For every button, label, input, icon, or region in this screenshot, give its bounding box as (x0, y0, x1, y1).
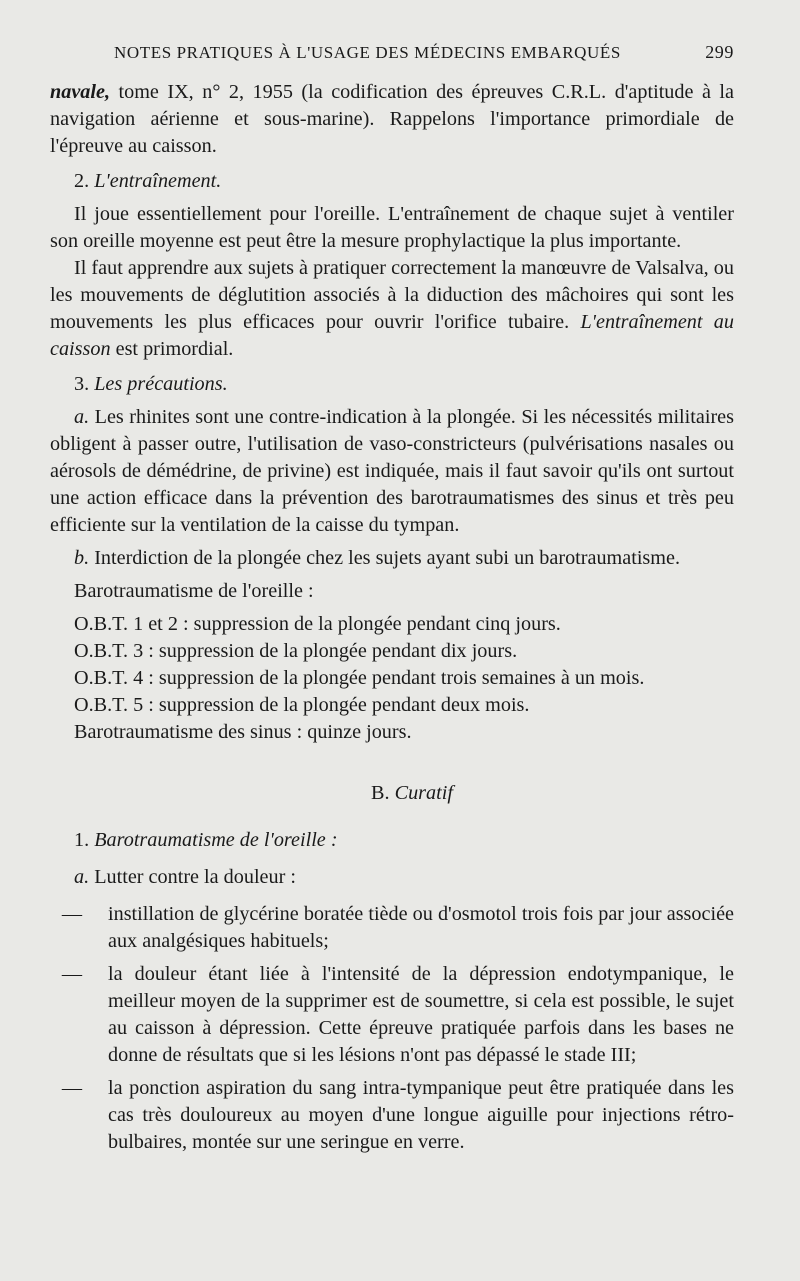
paragraph-navale (50, 79, 734, 160)
section-title-curatif (50, 780, 734, 807)
rhinites-text: Les rhinites sont une contre-indication à la plongée. Si les nécessités militaires obligent à passer outre, l'utilisation de vaso-constricteurs (pulvérisations nasales ou aérosols de démédrine, de privine) est indiquée, mais il faut savoir qu'ils ont surtout une action efficace dans la prévention des barotraumatismes des sinus et très peu efficiente sur la ventilation de la caisse du tympan. (50, 406, 734, 536)
heading-number: 2. (74, 170, 95, 192)
interdiction-text: Interdiction de la plongée chez les sujets ayant subi un barotraumatisme. (89, 547, 680, 569)
heading-title: Barotraumatisme de l'oreille : (94, 829, 338, 851)
obt-line-3: O.B.T. 3 : suppression de la plongée pendant dix jours. (74, 640, 518, 662)
item-letter-b: b. (74, 547, 90, 569)
heading-title: Les précautions. (94, 373, 228, 395)
label-barotraumatisme-oreille: Barotraumatisme de l'oreille : (74, 580, 314, 602)
dash-marker: — (61, 1077, 82, 1099)
paragraph-douleur (50, 864, 734, 891)
obt-line-5: O.B.T. 5 : suppression de la plongée pendant deux mois. (74, 694, 530, 716)
heading-entrainement (50, 168, 734, 195)
heading-number: 1. (74, 829, 95, 851)
valsalva-emphasis: L'entraînement au caisson (50, 311, 734, 360)
douleur-text: Lutter contre la douleur : (89, 866, 296, 888)
valsalva-end: est primordial. (110, 338, 234, 360)
heading-barotraumatisme-oreille (50, 827, 734, 854)
list-item (50, 901, 734, 955)
list-item-text: la ponction aspiration du sang intra-tympanique peut être pratiquée dans les cas très douloureux au moyen d'une longue aiguille pour injections rétro-bulbaires, montée sur une seringue en verre. (108, 1077, 734, 1153)
list-item (50, 961, 734, 1069)
paragraph-valsalva (50, 255, 734, 363)
navale-word: navale, (50, 81, 110, 103)
item-letter-a: a. (74, 406, 90, 428)
paragraph-oreille: Il joue essentiellement pour l'oreille. L'entraînement de chaque sujet à ventiler son oreille moyenne est peut être la mesure prophylactique la plus importante. (50, 203, 734, 252)
dash-marker: — (61, 903, 82, 925)
section-title: Curatif (394, 782, 453, 804)
section-letter: B. (371, 782, 395, 804)
list-item (50, 1075, 734, 1156)
list-item-text: instillation de glycérine boratée tiède ou d'osmotol trois fois par jour associée aux analgésiques habituels; (108, 903, 734, 952)
heading-number: 3. (74, 373, 95, 395)
obt-line-1: O.B.T. 1 et 2 : suppression de la plongée pendant cinq jours. (74, 613, 561, 635)
paragraph-interdiction (50, 545, 734, 572)
item-letter-a: a. (74, 866, 90, 888)
heading-title: L'entraînement. (94, 170, 222, 192)
list-item-text: la douleur étant liée à l'intensité de la dépression endotympanique, le meilleur moyen de la supprimer est de soumettre, si cela est possible, le sujet au caisson à dépression. Cette épreuve pratiquée parfois dans les bases ne donne de résultats que si les lésions n'ont pas dépassé le stade III; (108, 963, 734, 1066)
navale-text: tome IX, n° 2, 1955 (la codification des épreuves C.R.L. d'aptitude à la navigation aérienne et sous-marine). Rappelons l'importance primordiale de l'épreuve au caisson. (50, 81, 734, 157)
dash-marker: — (61, 963, 82, 985)
paragraph-rhinites (50, 404, 734, 539)
page-number: 299 (705, 42, 734, 62)
barotraumatisme-sinus: Barotraumatisme des sinus : quinze jours. (74, 721, 412, 743)
valsalva-text: Il faut apprendre aux sujets à pratiquer correctement la manœuvre de Valsalva, ou les mouvements de déglutition associés à la diduction des mâchoires qui sont les mouvements les plus efficaces pour ouvrir l'orifice tubaire. (50, 257, 734, 333)
heading-precautions (50, 371, 734, 398)
running-header (50, 42, 734, 63)
running-title: NOTES PRATIQUES À L'USAGE DES MÉDECINS EMBARQUÉS (114, 43, 621, 62)
obt-line-4: O.B.T. 4 : suppression de la plongée pendant trois semaines à un mois. (74, 667, 645, 689)
